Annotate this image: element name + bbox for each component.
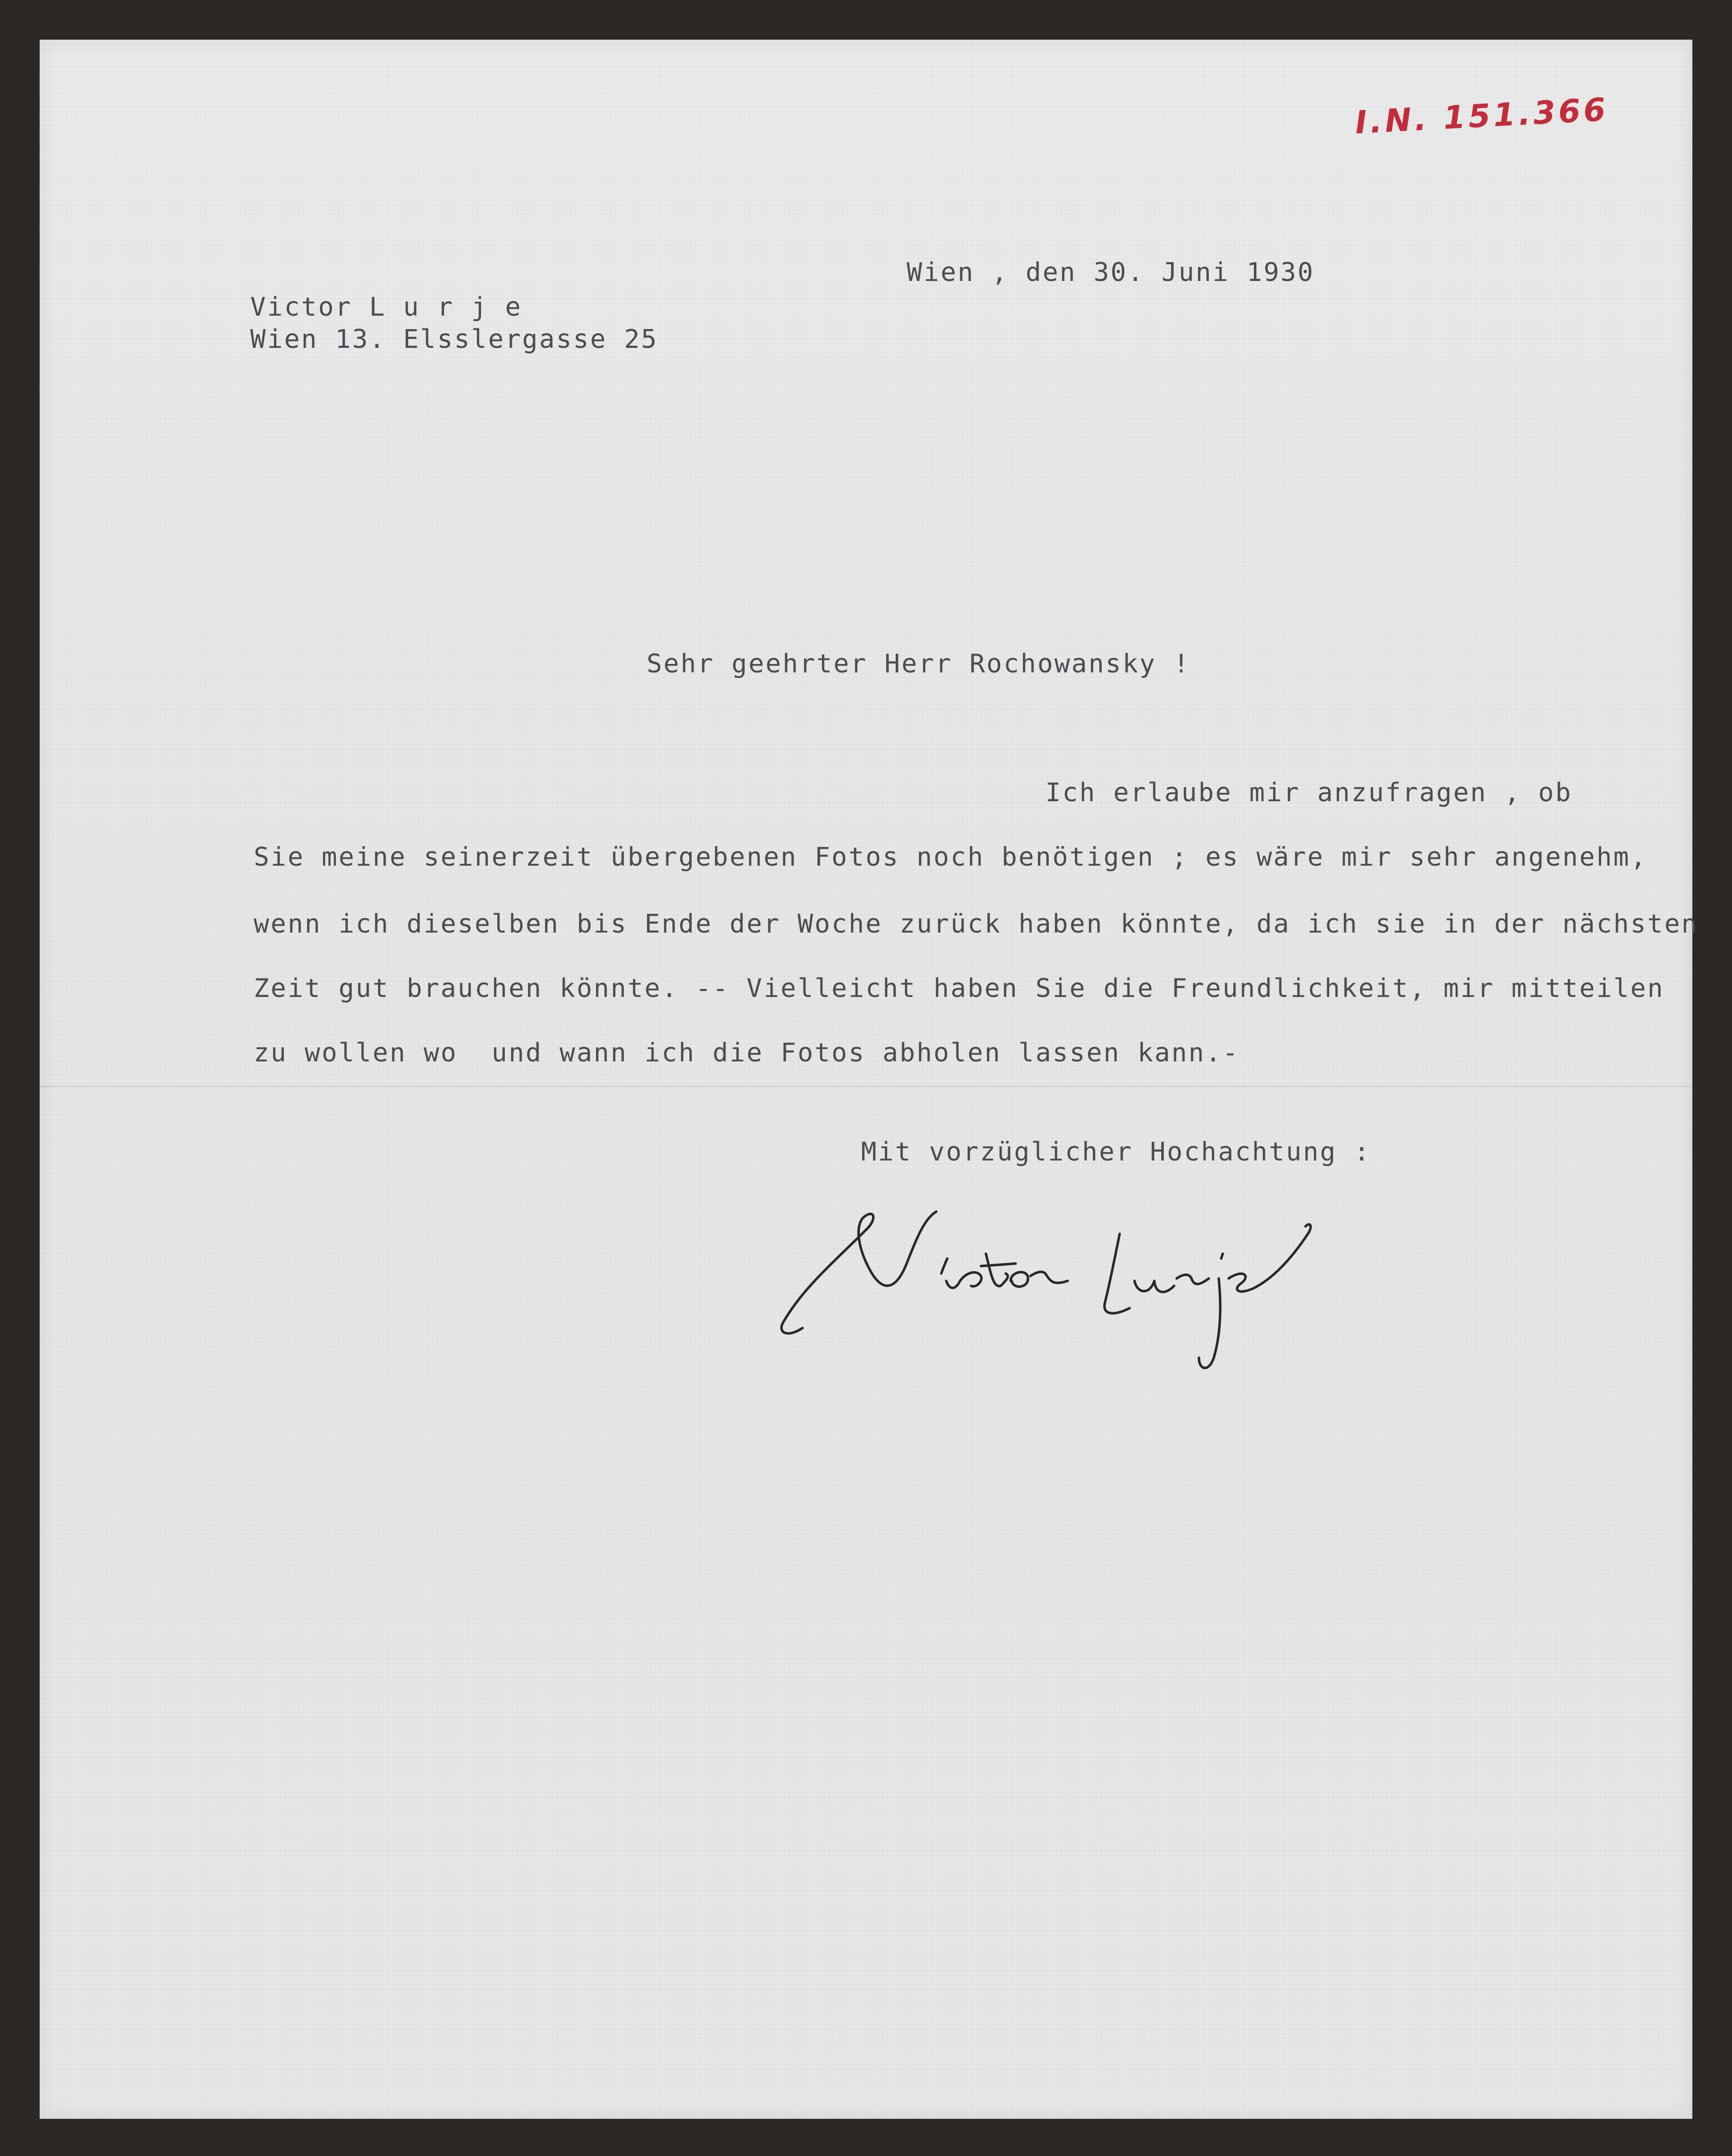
body-line: wenn ich dieselben bis Ende der Woche zurück haben könnte, da ich sie in der nächsten: [254, 909, 1699, 939]
sender-name: Victor L u r j e: [250, 292, 522, 322]
handwritten-signature: [773, 1174, 1417, 1382]
date-line: Wien , den 30. Juni 1930: [907, 258, 1315, 287]
paper-fold-line: [40, 1085, 1692, 1088]
letter-sheet: [40, 40, 1699, 2119]
sender-address: Wien 13. Elsslergasse 25: [250, 325, 658, 354]
body-line: Sie meine seinerzeit übergebenen Fotos noch benötigen ; es wäre mir sehr angenehm,: [254, 842, 1648, 872]
archive-reference-number: I.N. 151.366: [1354, 91, 1610, 142]
closing-line: Mit vorzüglicher Hochachtung :: [861, 1137, 1371, 1167]
body-line: Zeit gut brauchen könnte. -- Vielleicht haben Sie die Freundlichkeit, mir mitteilen: [254, 974, 1665, 1003]
salutation: Sehr geehrter Herr Rochowansky !: [647, 649, 1191, 679]
body-line: zu wollen wo und wann ich die Fotos abholen lassen kann.-: [254, 1038, 1240, 1068]
body-line: Ich erlaube mir anzufragen , ob: [1045, 778, 1572, 808]
